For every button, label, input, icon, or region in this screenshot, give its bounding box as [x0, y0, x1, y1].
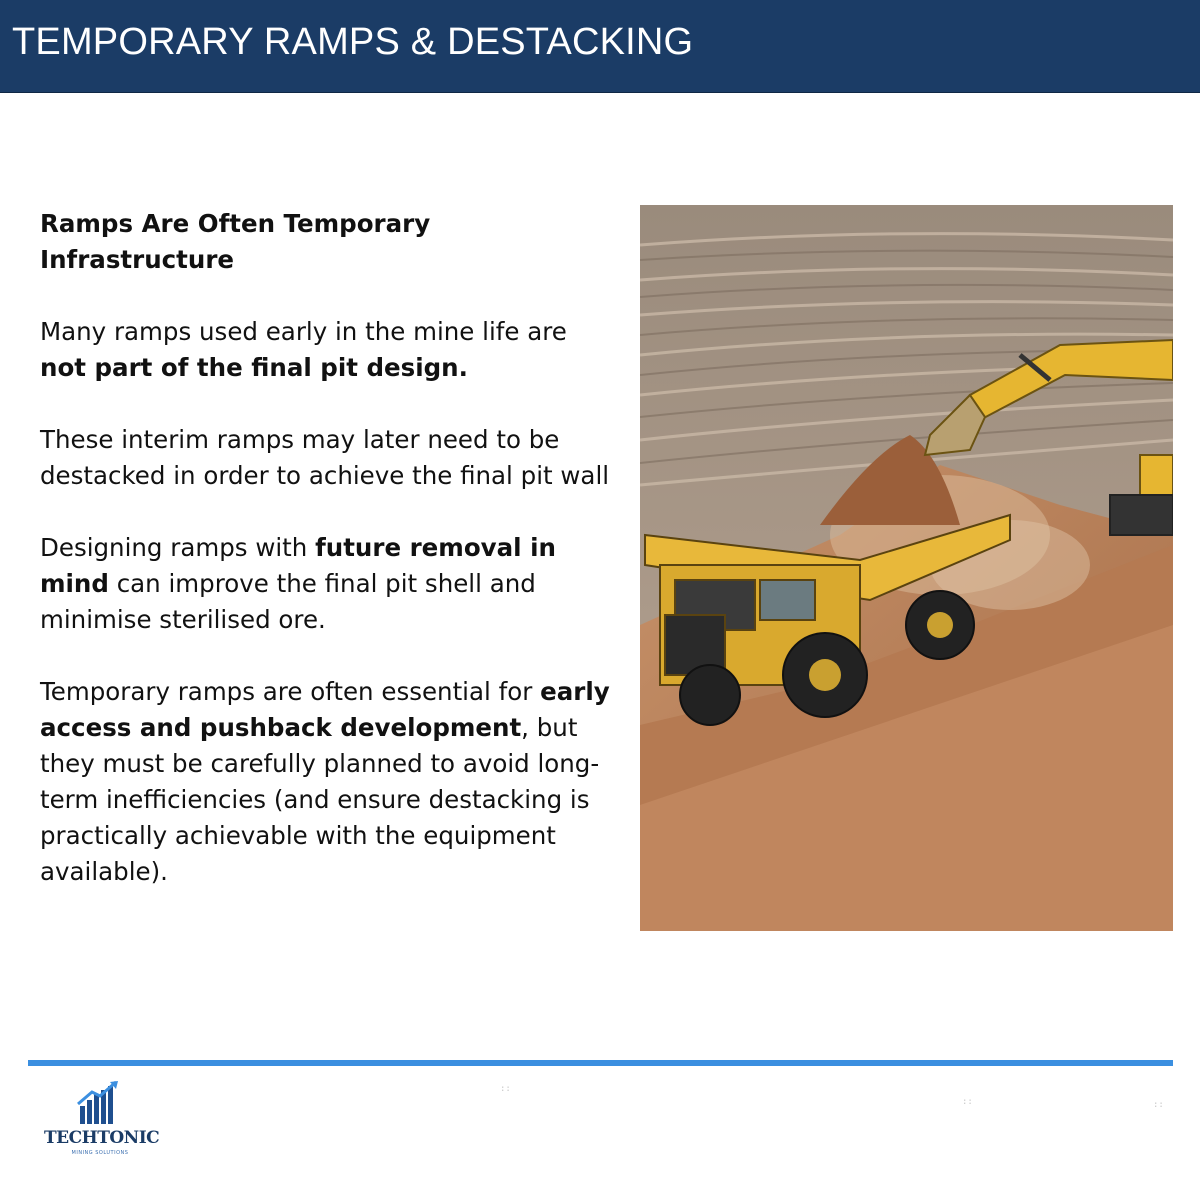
- p1-bold: not part of the final pit design.: [40, 353, 468, 382]
- mining-photo: [640, 205, 1173, 931]
- p3-text-2: can improve the final pit shell and minimise sterilised ore.: [40, 569, 536, 634]
- paragraph-4: [40, 674, 620, 890]
- paragraph-2: These interim ramps may later need to be destacked in order to achieve the final pit wall: [40, 425, 610, 490]
- page-title: TEMPORARY RAMPS & DESTACKING: [12, 21, 694, 63]
- paragraph-1: [40, 314, 620, 386]
- company-logo: [44, 1080, 160, 1162]
- p4-text-2: , but they must be carefully planned to avoid long-term inefficiencies (and ensure destacking is practically achievable with the equipment available).: [40, 713, 600, 886]
- title-bar: [0, 0, 1200, 93]
- p1-text: Many ramps used early in the mine life are: [40, 317, 567, 346]
- body-text: [40, 206, 620, 926]
- p3-bold: future removal in mind: [40, 533, 556, 598]
- bar-chart-icon: [76, 1080, 120, 1126]
- decorative-dots: ::: [1153, 1100, 1164, 1110]
- decorative-dots: ::: [500, 1084, 511, 1094]
- decorative-dots: ::: [962, 1097, 973, 1107]
- paragraph-3: [40, 530, 620, 638]
- footer-divider: [28, 1060, 1173, 1066]
- section-heading: [40, 206, 620, 278]
- heading-line-2: Infrastructure: [40, 245, 235, 274]
- logo-name: TECHTONIC: [44, 1128, 160, 1148]
- p4-text-1: Temporary ramps are often essential for: [40, 677, 533, 706]
- logo-tagline: MINING SOLUTIONS: [71, 1150, 129, 1156]
- p3-text-1: Designing ramps with: [40, 533, 308, 562]
- heading-line-1: Ramps Are Often Temporary: [40, 209, 431, 238]
- p4-bold: early access and pushback development: [40, 677, 610, 742]
